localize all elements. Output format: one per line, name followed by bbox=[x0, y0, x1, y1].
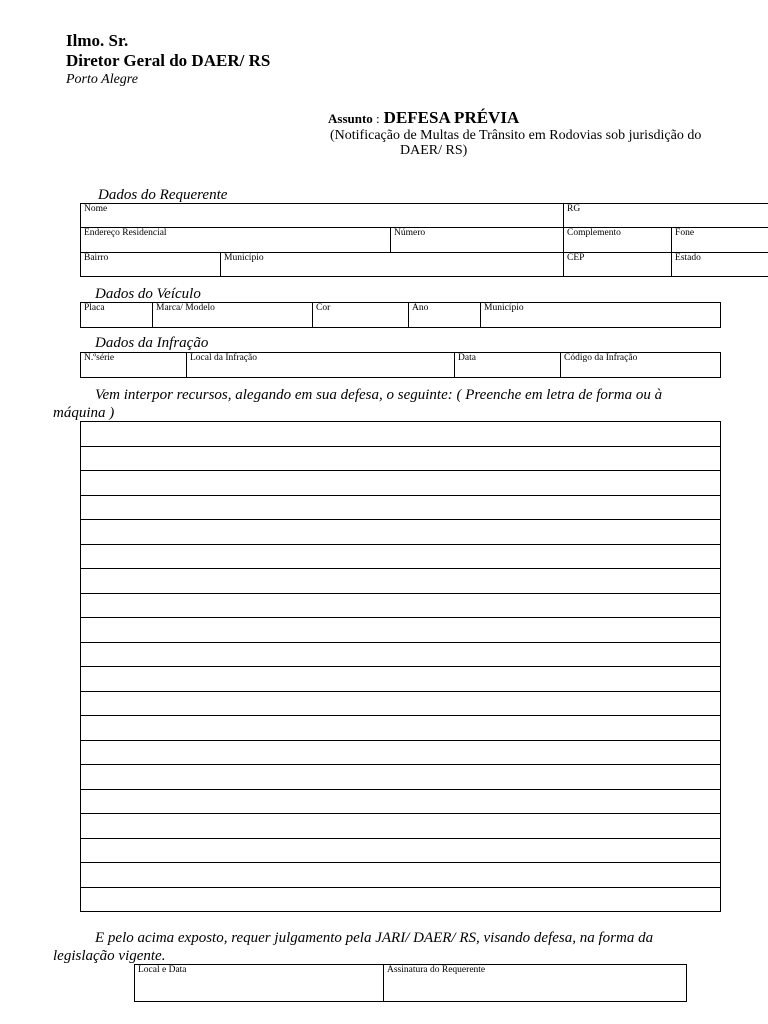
defesa-line[interactable] bbox=[81, 888, 720, 913]
estado-field[interactable]: Estado bbox=[672, 253, 768, 277]
closing-line2: legislação vigente. bbox=[53, 948, 166, 964]
assinatura-field[interactable]: Assinatura do Requerente bbox=[384, 965, 687, 1002]
requerente-table bbox=[80, 203, 768, 277]
defesa-line[interactable] bbox=[81, 569, 720, 594]
veiculo-table bbox=[80, 302, 721, 328]
infracao-table bbox=[80, 352, 721, 378]
defesa-line[interactable] bbox=[81, 765, 720, 790]
defesa-line[interactable] bbox=[81, 618, 720, 643]
codigo-infracao-field[interactable]: Código da Infração bbox=[561, 353, 721, 378]
recipient: Diretor Geral do DAER/ RS bbox=[66, 51, 271, 70]
ano-field[interactable]: Ano bbox=[409, 303, 481, 328]
defesa-line[interactable] bbox=[81, 716, 720, 741]
defesa-line[interactable] bbox=[81, 863, 720, 888]
defesa-line[interactable] bbox=[81, 594, 720, 619]
defesa-line[interactable] bbox=[81, 741, 720, 766]
subject-title: DEFESA PRÉVIA bbox=[383, 108, 520, 127]
defesa-line[interactable] bbox=[81, 839, 720, 864]
salutation: Ilmo. Sr. bbox=[66, 31, 129, 50]
defesa-text-area[interactable] bbox=[80, 421, 721, 912]
requerente-title: Dados do Requerente bbox=[98, 187, 228, 203]
local-infracao-field[interactable]: Local da Infração bbox=[187, 353, 455, 378]
fone-field[interactable]: Fone bbox=[672, 228, 768, 253]
bairro-field[interactable]: Bairro bbox=[81, 253, 221, 277]
infracao-title: Dados da Infração bbox=[95, 335, 209, 351]
veiculo-municipio-field[interactable]: Município bbox=[481, 303, 721, 328]
defesa-intro-line1: Vem interpor recursos, alegando em sua defesa, o seguinte: ( Preenche em letra de forma ou à bbox=[95, 387, 663, 403]
defesa-line[interactable] bbox=[81, 643, 720, 668]
numero-field[interactable]: Número bbox=[391, 228, 564, 253]
serie-field[interactable]: N.ºsérie bbox=[81, 353, 187, 378]
closing-line1: E pelo acima exposto, requer julgamento pela JARI/ DAER/ RS, visando defesa, na forma da bbox=[95, 930, 654, 946]
marca-modelo-field[interactable]: Marca/ Modelo bbox=[153, 303, 313, 328]
subject-description-line2: DAER/ RS) bbox=[400, 143, 468, 158]
defesa-line[interactable] bbox=[81, 667, 720, 692]
defesa-line[interactable] bbox=[81, 447, 720, 472]
defesa-line[interactable] bbox=[81, 790, 720, 815]
subject-separator: : bbox=[372, 111, 380, 126]
cep-field[interactable]: CEP bbox=[564, 253, 672, 277]
defesa-line[interactable] bbox=[81, 422, 720, 447]
nome-field[interactable]: Nome bbox=[81, 204, 564, 228]
defesa-line[interactable] bbox=[81, 520, 720, 545]
endereco-field[interactable]: Endereço Residencial bbox=[81, 228, 391, 253]
defesa-line[interactable] bbox=[81, 471, 720, 496]
complemento-field[interactable]: Complemento bbox=[564, 228, 672, 253]
signature-table bbox=[134, 964, 687, 1002]
defesa-line[interactable] bbox=[81, 692, 720, 717]
subject-label: Assunto bbox=[328, 111, 373, 126]
veiculo-title: Dados do Veículo bbox=[95, 286, 201, 302]
subject-description-line1: (Notificação de Multas de Trânsito em Rodovias sob jurisdição do bbox=[330, 128, 702, 143]
city: Porto Alegre bbox=[66, 72, 138, 87]
data-infracao-field[interactable]: Data bbox=[455, 353, 561, 378]
subject-line bbox=[328, 108, 519, 129]
rg-field[interactable]: RG bbox=[564, 204, 768, 228]
defesa-intro-line2: máquina ) bbox=[53, 405, 115, 421]
local-data-field[interactable]: Local e Data bbox=[135, 965, 384, 1002]
defesa-line[interactable] bbox=[81, 496, 720, 521]
defesa-line[interactable] bbox=[81, 545, 720, 570]
defesa-line[interactable] bbox=[81, 814, 720, 839]
placa-field[interactable]: Placa bbox=[81, 303, 153, 328]
municipio-field[interactable]: Município bbox=[221, 253, 564, 277]
cor-field[interactable]: Cor bbox=[313, 303, 409, 328]
